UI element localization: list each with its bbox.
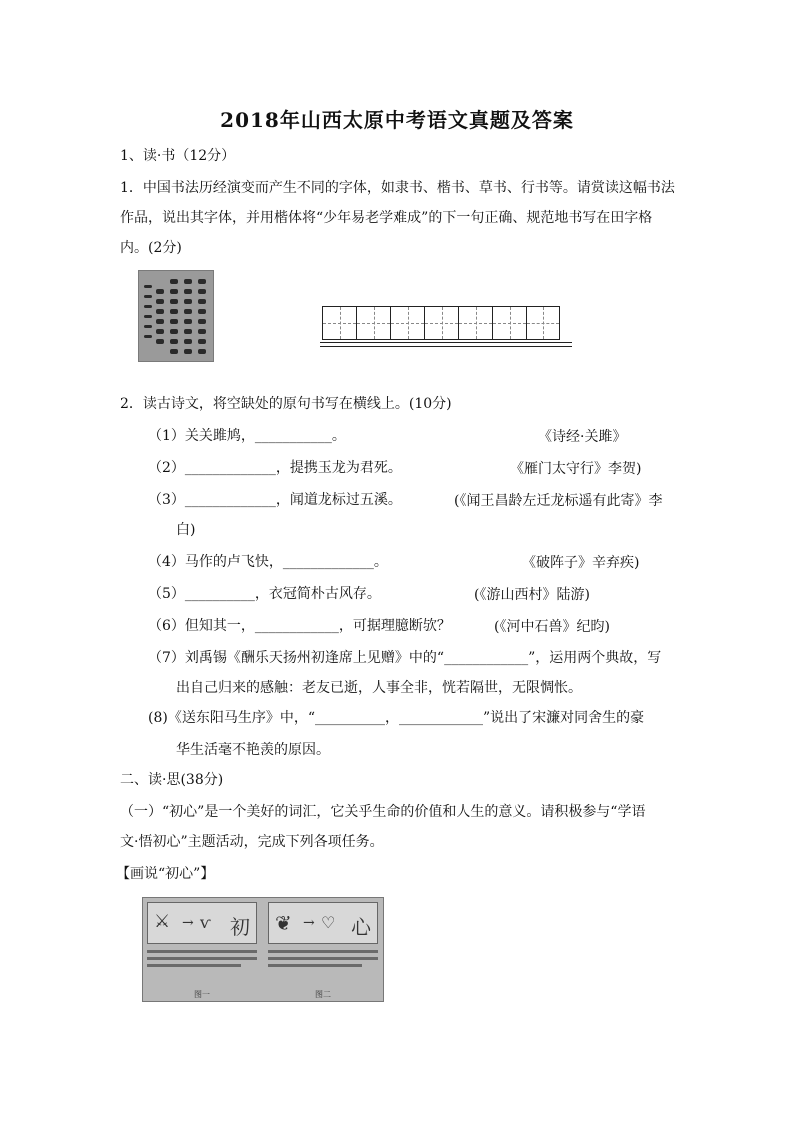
poem-item-7: （7）刘禹锡《酬乐天扬州初逢席上见赠》中的“____________”，运用两个典故，写: [148, 650, 662, 666]
chuxin-illustration: [142, 897, 384, 1002]
grid-cell[interactable]: [458, 306, 492, 340]
grid-cell[interactable]: [390, 306, 424, 340]
poem-source-4: 《破阵子》辛弃疾): [522, 555, 640, 571]
section-2-heading: 二、读·思(38分): [120, 772, 224, 788]
poem-source-6: (《河中石兽》纪昀): [494, 619, 610, 635]
section-2-intro-2: 文·悟初心”主题活动，完成下列各项任务。: [120, 834, 384, 850]
poem-item-3: （3）_____________，闻道龙标过五溪。: [148, 492, 402, 508]
section-2-subheading: 【画说“初心”】: [116, 866, 215, 882]
poem-source-3: (《闻王昌龄左迁龙标遥有此寄》李: [454, 493, 663, 509]
clothing-knife-pictograph-icon: ⚔: [154, 911, 171, 932]
page-title: 2018年山西太原中考语文真题及答案: [220, 108, 574, 132]
q2-heading: 2．读古诗文，将空缺处的原句书写在横线上。(10分): [120, 396, 452, 412]
grid-cell[interactable]: [356, 306, 390, 340]
figure-caption-2: 图二: [315, 990, 331, 999]
figure-char-1: 初: [230, 915, 250, 939]
grid-cell[interactable]: [322, 306, 356, 340]
oracle-glyph-icon: ⱱ: [200, 913, 211, 932]
q1-line-2: 作品，说出其字体，并用楷体将“少年易老学难成”的下一句正确、规范地书写在田字格: [120, 210, 653, 226]
poem-item-7-cont: 出自己归来的感触：老友已逝，人事全非，恍若隔世，无限惆怅。: [176, 680, 582, 696]
grid-underline: [320, 346, 572, 347]
poem-source-2: 《雁门太守行》李贺): [510, 461, 642, 477]
poem-item-3-cont: 白): [176, 522, 196, 538]
figure-panel-2: [264, 898, 382, 1001]
section-2-intro-1: （一）“初心”是一个美好的词汇，它关乎生命的价值和人生的意义。请积极参与“学语: [120, 804, 646, 820]
poem-item-4: （4）马作的卢飞快，_____________。: [148, 554, 388, 570]
grid-underline: [320, 342, 572, 343]
grid-cell[interactable]: [526, 306, 560, 340]
grid-cell[interactable]: [424, 306, 458, 340]
poem-source-1: 《诗经·关雎》: [538, 429, 627, 445]
grid-cell[interactable]: [492, 306, 526, 340]
figure-char-2: 心: [351, 915, 371, 939]
figure-caption-1: 图一: [194, 990, 210, 999]
poem-item-1: （1）关关雎鸠，___________。: [148, 428, 346, 444]
poem-item-2: （2）_____________，提携玉龙为君死。: [148, 460, 402, 476]
poem-item-8: (8)《送东阳马生序》中，“__________，____________”说出了宋濂对同舍生的豪: [148, 710, 645, 726]
calligraphy-image: [138, 270, 214, 362]
tianzige-grid[interactable]: [322, 306, 560, 340]
figure-panel-1: [143, 898, 261, 1001]
poem-source-5: (《游山西村》陆游): [474, 587, 590, 603]
heart-glyph-icon: ♡: [321, 913, 336, 932]
poem-item-8-cont: 华生活毫不艳羡的原因。: [176, 742, 330, 758]
q1-line-3: 内。(2分): [120, 240, 182, 256]
q1-line-1: 1．中国书法历经演变而产生不同的字体，如隶书、楷书、草书、行书等。请赏读这幅书法: [120, 180, 675, 196]
arrow-icon: →: [182, 915, 194, 931]
section-1-heading: 1、读·书（12分）: [120, 148, 236, 164]
heart-organ-pictograph-icon: ❦: [275, 911, 292, 935]
poem-item-6: （6）但知其一，____________，可据理臆断欤？: [148, 618, 451, 634]
poem-item-5: （5）__________，衣冠简朴古风存。: [148, 586, 381, 602]
arrow-icon: →: [303, 915, 315, 931]
